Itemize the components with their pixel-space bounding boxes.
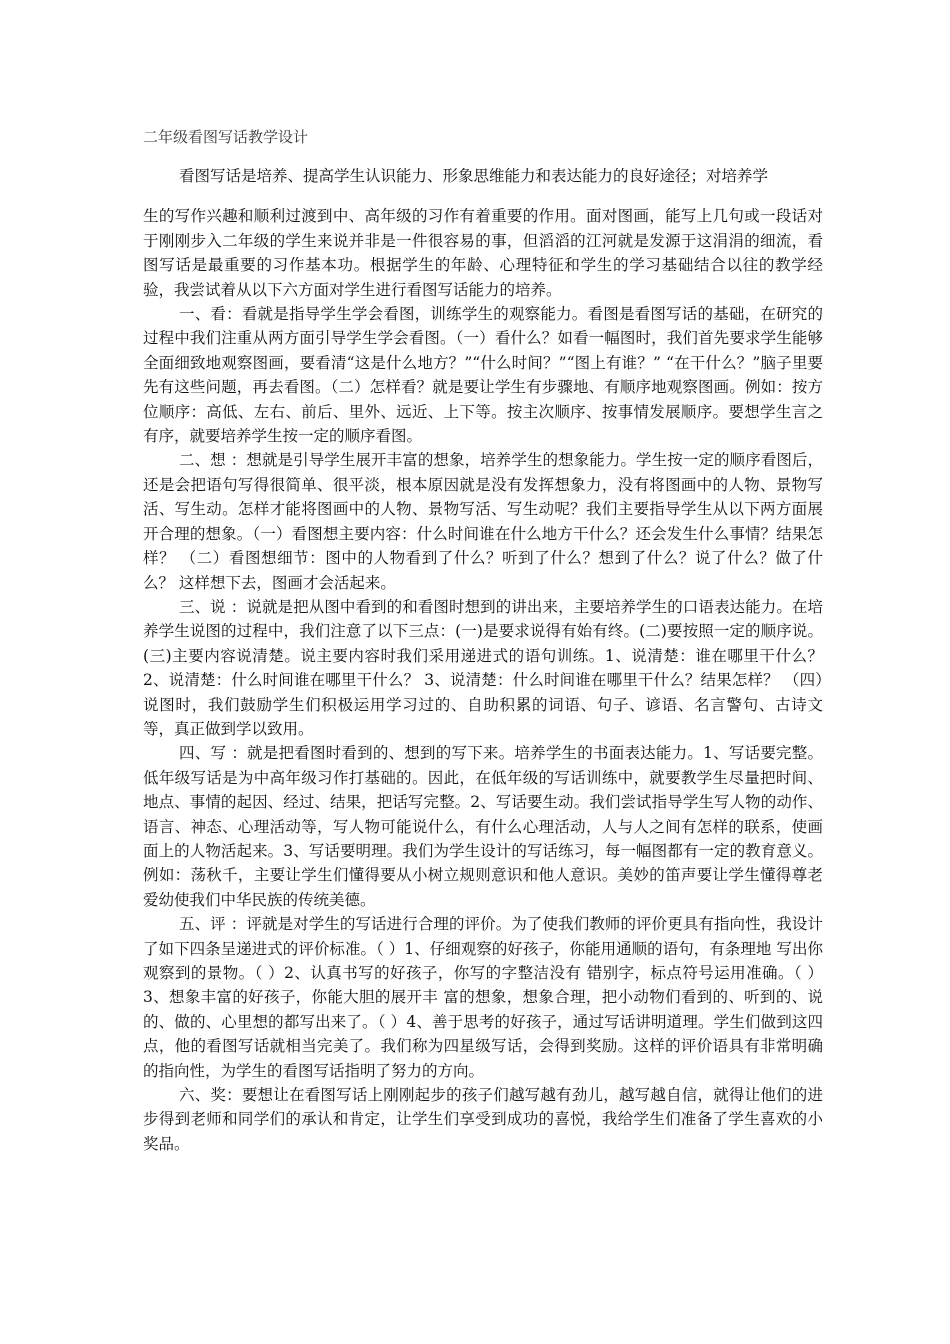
- document-page: [143, 127, 823, 1156]
- section-write: 四、写 ：就是把看图时看到的、想到的写下来。培养学生的书面表达能力。1、写话要完整。低年级写话是为中高年级习作打基础的。因此，在低年级的写话训练中，就要教学生尽量把时间、地点、事情的起因、经过、结果，把话写完整。2、写话要生动。我们尝试指导学生写人物的动作、语言、神态、心理活动等，写人物可能说什么，有什么心理活动，人与人之间有怎样的联系，使画面上的人物活起来。3、写话要明理。我们为学生设计的写话练习，每一幅图都有一定的教育意义。例如：荡秋千，主要让学生们懂得要从小树立规则意识和他人意识。美妙的笛声要让学生懂得尊老爱幼使我们中华民族的传统美德。: [143, 744, 823, 909]
- section-speak: 三、说 ：说就是把从图中看到的和看图时想到的讲出来，主要培养学生的口语表达能力。在培养学生说图的过程中，我们注意了以下三点：(一)是要求说得有始有终。(二)要按照一定的顺序说。(三)主要内容说清楚。说主要内容时我们采用递进式的语句训练。1、说清楚：谁在哪里干什么？ 2、说清楚：什么时间谁在哪里干什么？ 3、说清楚：什么时间谁在哪里干什么？结果怎样？ （四）说图时，我们鼓励学生们积极运用学习过的、自助积累的词语、句子、谚语、名言警句、古诗文等，真正做到学以致用。: [143, 597, 823, 738]
- intro-paragraph: 生的写作兴趣和顺利过渡到中、高年级的习作有着重要的作用。面对图画，能写上几句或一段话对于刚刚步入二年级的学生来说并非是一件很容易的事，但滔滔的江河就是发源于这涓涓的细流，看图写话是最重要的习作基本功。根据学生的年龄、心理特征和学生的学习基础结合以往的教学经验，我尝试着从以下六方面对学生进行看图写话能力的培养。: [143, 207, 823, 299]
- section-look: 一、看：看就是指导学生学会看图，训练学生的观察能力。看图是看图写话的基础，在研究的过程中我们注重从两方面引导学生学会看图。（一）看什么？如看一幅图时，我们首先要求学生能够全面细致地观察图画，要看清“这是什么地方？”“什么时间？”“图上有谁？” “在干什么？”脑子里要先有这些问题，再去看图。（二）怎样看？就是要让学生有步骤地、有顺序地观察图画。例如：按方位顺序：高低、左右、前后、里外、远近、上下等。按主次顺序、按事情发展顺序。要想学生言之有序，就要培养学生按一定的顺序看图。: [143, 305, 823, 446]
- section-evaluate: 五、评 ：评就是对学生的写话进行合理的评价。为了使我们教师的评价更具有指向性，我设计了如下四条呈递进式的评价标准。（ ）1、仔细观察的好孩子，你能用通顺的语句，有条理地 写出你观察到的景物。（ ）2、认真书写的好孩子，你写的字整洁没有 错别字，标点符号运用准确。（ ）3、想象丰富的好孩子，你能大胆的展开丰 富的想象，想象合理，把小动物们看到的、听到的、说的、做的、心里想的都写出来了。（ ）4、善于思考的好孩子，通过写话讲明道理。学生们做到这四点，他的看图写话就相当完美了。我们称为四星级写话，会得到奖励。这样的评价语具有非常明确的指向性，为学生的看图写话指明了努力的方向。: [143, 915, 823, 1080]
- section-reward: 六、奖：要想让在看图写话上刚刚起步的孩子们越写越有劲儿，越写越自信，就得让他们的进步得到老师和同学们的承认和肯定，让学生们享受到成功的喜悦，我给学生们准备了学生喜欢的小奖品。: [143, 1086, 823, 1153]
- document-title: 二年级看图写话教学设计: [143, 128, 309, 146]
- section-think: 二、想 ：想就是引导学生展开丰富的想象，培养学生的想象能力。学生按一定的顺序看图后，还是会把语句写得很简单、很平淡，根本原因就是没有发挥想象力，没有将图画中的人物、景物写活、写生动。怎样才能将图画中的人物、景物写活、写生动呢？我们主要指导学生从以下两方面展开合理的想象。（一）看图想主要内容：什么时间谁在什么地方干什么？还会发生什么事情？结果怎样？ （二）看图想细节：图中的人物看到了什么？听到了什么？想到了什么？说了什么？做了什么？ 这样想下去，图画才会活起来。: [143, 451, 823, 592]
- intro-first-line: 看图写话是培养、提高学生认识能力、形象思维能力和表达能力的良好途径；对培养学: [179, 167, 769, 185]
